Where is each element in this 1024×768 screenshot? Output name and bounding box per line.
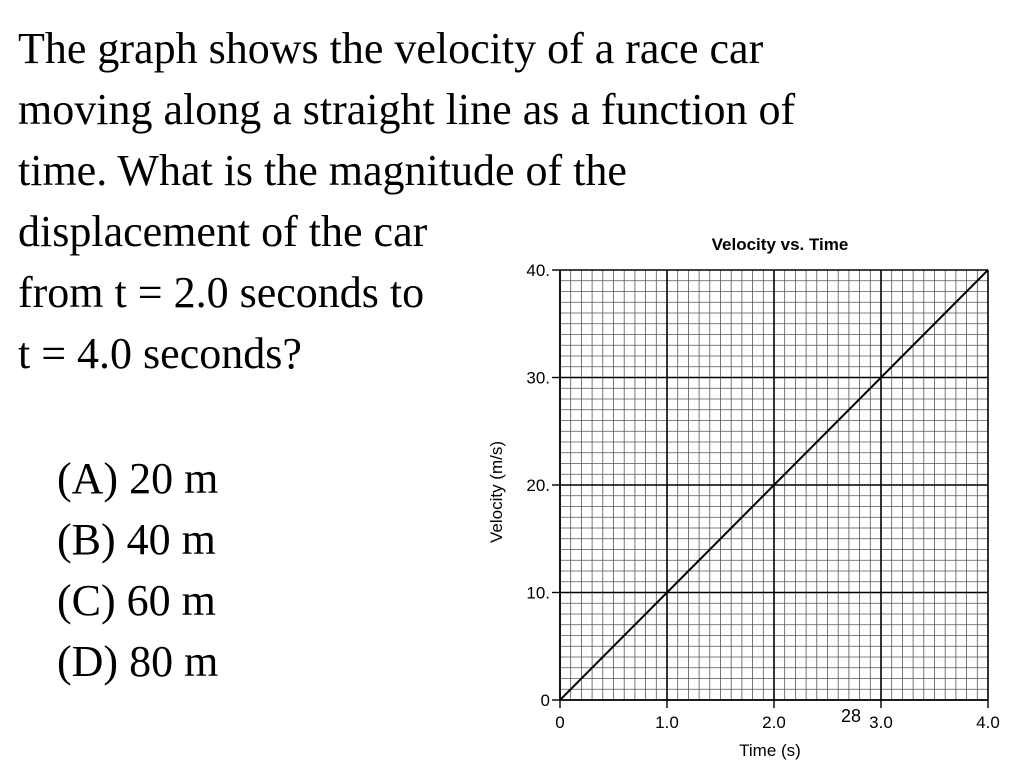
y-axis-label: Velocity (m/s) xyxy=(487,440,506,544)
question-line: time. What is the magnitude of the xyxy=(18,146,627,195)
question-line: The graph shows the velocity of a race car xyxy=(18,24,764,73)
x-tick-label: 2.0 xyxy=(762,713,786,732)
x-tick-label: 3.0 xyxy=(869,713,893,732)
y-tick-label: 30. xyxy=(526,368,550,388)
choice-d: (D) 80 m xyxy=(57,637,219,686)
x-tick-label: 4.0 xyxy=(976,713,1000,732)
y-tick-label: 10. xyxy=(526,583,550,603)
x-axis-label: Time (s) xyxy=(739,741,801,760)
question-line: moving along a straight line as a function of xyxy=(18,85,796,134)
x-tick-label: 1.0 xyxy=(655,713,679,732)
choice-c: (C) 60 m xyxy=(57,576,216,625)
y-tick-label: 40. xyxy=(526,261,550,280)
y-tick-label: 20. xyxy=(526,476,550,495)
choice-b: (B) 40 m xyxy=(57,515,216,564)
y-tick-label: 0 xyxy=(540,691,550,710)
answer-choices xyxy=(57,448,218,692)
chart-title: Velocity vs. Time xyxy=(711,235,849,254)
slide-number: 28 xyxy=(841,706,862,726)
question-line: from t = 2.0 seconds to xyxy=(18,268,425,317)
question-line: displacement of the car xyxy=(18,207,428,256)
question-line: t = 4.0 seconds? xyxy=(18,329,302,378)
choice-a: (A) 20 m xyxy=(57,454,219,503)
velocity-time-chart xyxy=(470,222,1010,768)
x-tick-label: 0 xyxy=(555,713,565,732)
